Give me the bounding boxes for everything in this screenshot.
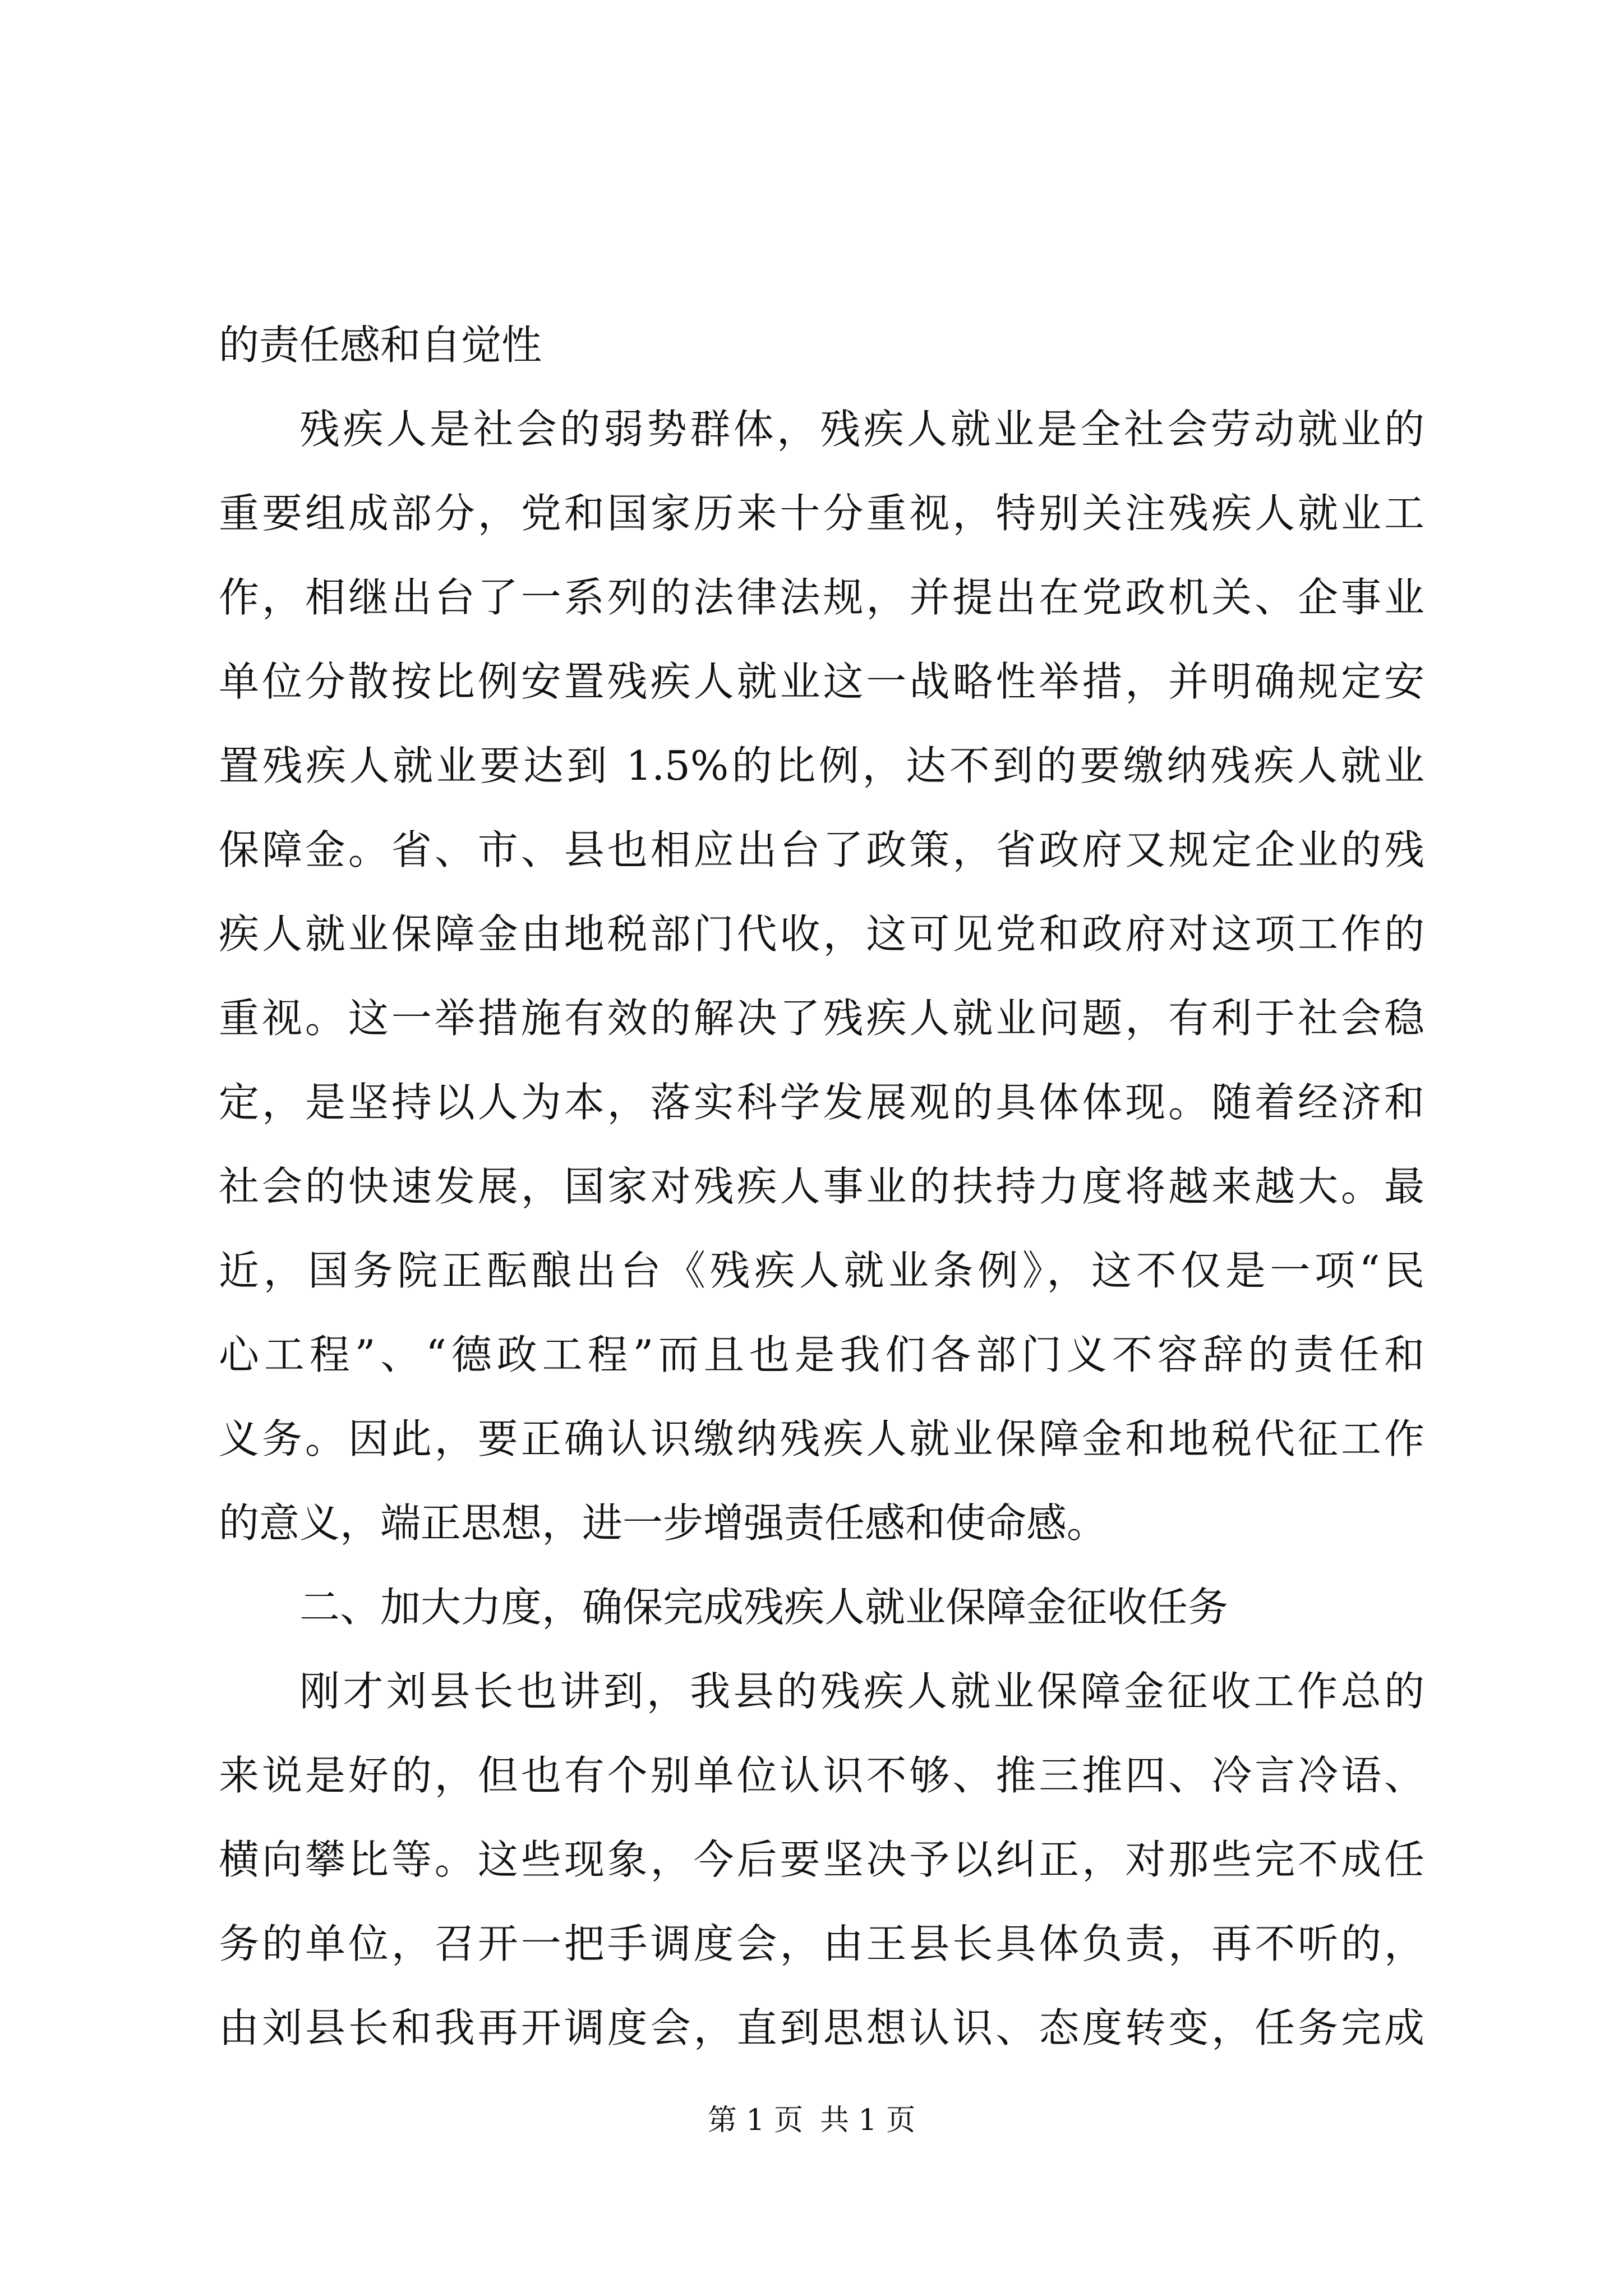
text-line: 残疾人是社会的弱势群体，残疾人就业是全社会劳动就业的 bbox=[299, 406, 1424, 453]
section-heading: 二、加大力度，确保完成残疾人就业保障金征收任务 bbox=[299, 1584, 1229, 1631]
text-line: 社会的快速发展，国家对残疾人事业的扶持力度将越来越大。最 bbox=[219, 1163, 1424, 1210]
text-line: 来说是好的，但也有个别单位认识不够、推三推四、冷言冷语、 bbox=[219, 1752, 1424, 1799]
page-total: 共 1 页 bbox=[820, 2104, 916, 2137]
text-line: 作，相继出台了一系列的法律法规，并提出在党政机关、企事业 bbox=[219, 574, 1424, 621]
text-line: 由刘县长和我再开调度会，直到思想认识、态度转变，任务完成 bbox=[219, 2004, 1424, 2051]
text-line: 重要组成部分，党和国家历来十分重视，特别关注残疾人就业工 bbox=[219, 490, 1424, 537]
page-footer bbox=[0, 2101, 1623, 2140]
text-line: 务的单位，召开一把手调度会，由王县长具体负责，再不听的， bbox=[219, 1920, 1424, 1967]
text-line: 横向攀比等。这些现象，今后要坚决予以纠正，对那些完不成任 bbox=[219, 1836, 1424, 1883]
text-line: 的意义，端正思想，进一步增强责任感和使命感。 bbox=[219, 1499, 1108, 1547]
text-line: 刚才刘县长也讲到，我县的残疾人就业保障金征收工作总的 bbox=[299, 1668, 1424, 1715]
text-line: 重视。这一举措施有效的解决了残疾人就业问题，有利于社会稳 bbox=[219, 995, 1424, 1042]
text-line: 义务。因此，要正确认识缴纳残疾人就业保障金和地税代征工作 bbox=[219, 1415, 1424, 1462]
text-line: 定，是坚持以人为本，落实科学发展观的具体体现。随着经济和 bbox=[219, 1079, 1424, 1126]
text-line: 近，国务院正酝酿出台《残疾人就业条例》，这不仅是一项“民 bbox=[219, 1247, 1424, 1294]
text-line: 单位分散按比例安置残疾人就业这一战略性举措，并明确规定安 bbox=[219, 658, 1424, 705]
text-line: 疾人就业保障金由地税部门代收，这可见党和政府对这项工作的 bbox=[219, 910, 1424, 958]
document-body bbox=[219, 303, 1424, 2070]
text-line: 心工程”、“德政工程”而且也是我们各部门义不容辞的责任和 bbox=[219, 1331, 1424, 1378]
page-number: 第 1 页 bbox=[707, 2104, 803, 2137]
text-line: 保障金。省、市、县也相应出台了政策，省政府又规定企业的残 bbox=[219, 826, 1424, 873]
text-line: 的责任感和自觉性 bbox=[219, 321, 542, 369]
text-line: 置残疾人就业要达到 1.5%的比例，达不到的要缴纳残疾人就业 bbox=[219, 742, 1424, 789]
